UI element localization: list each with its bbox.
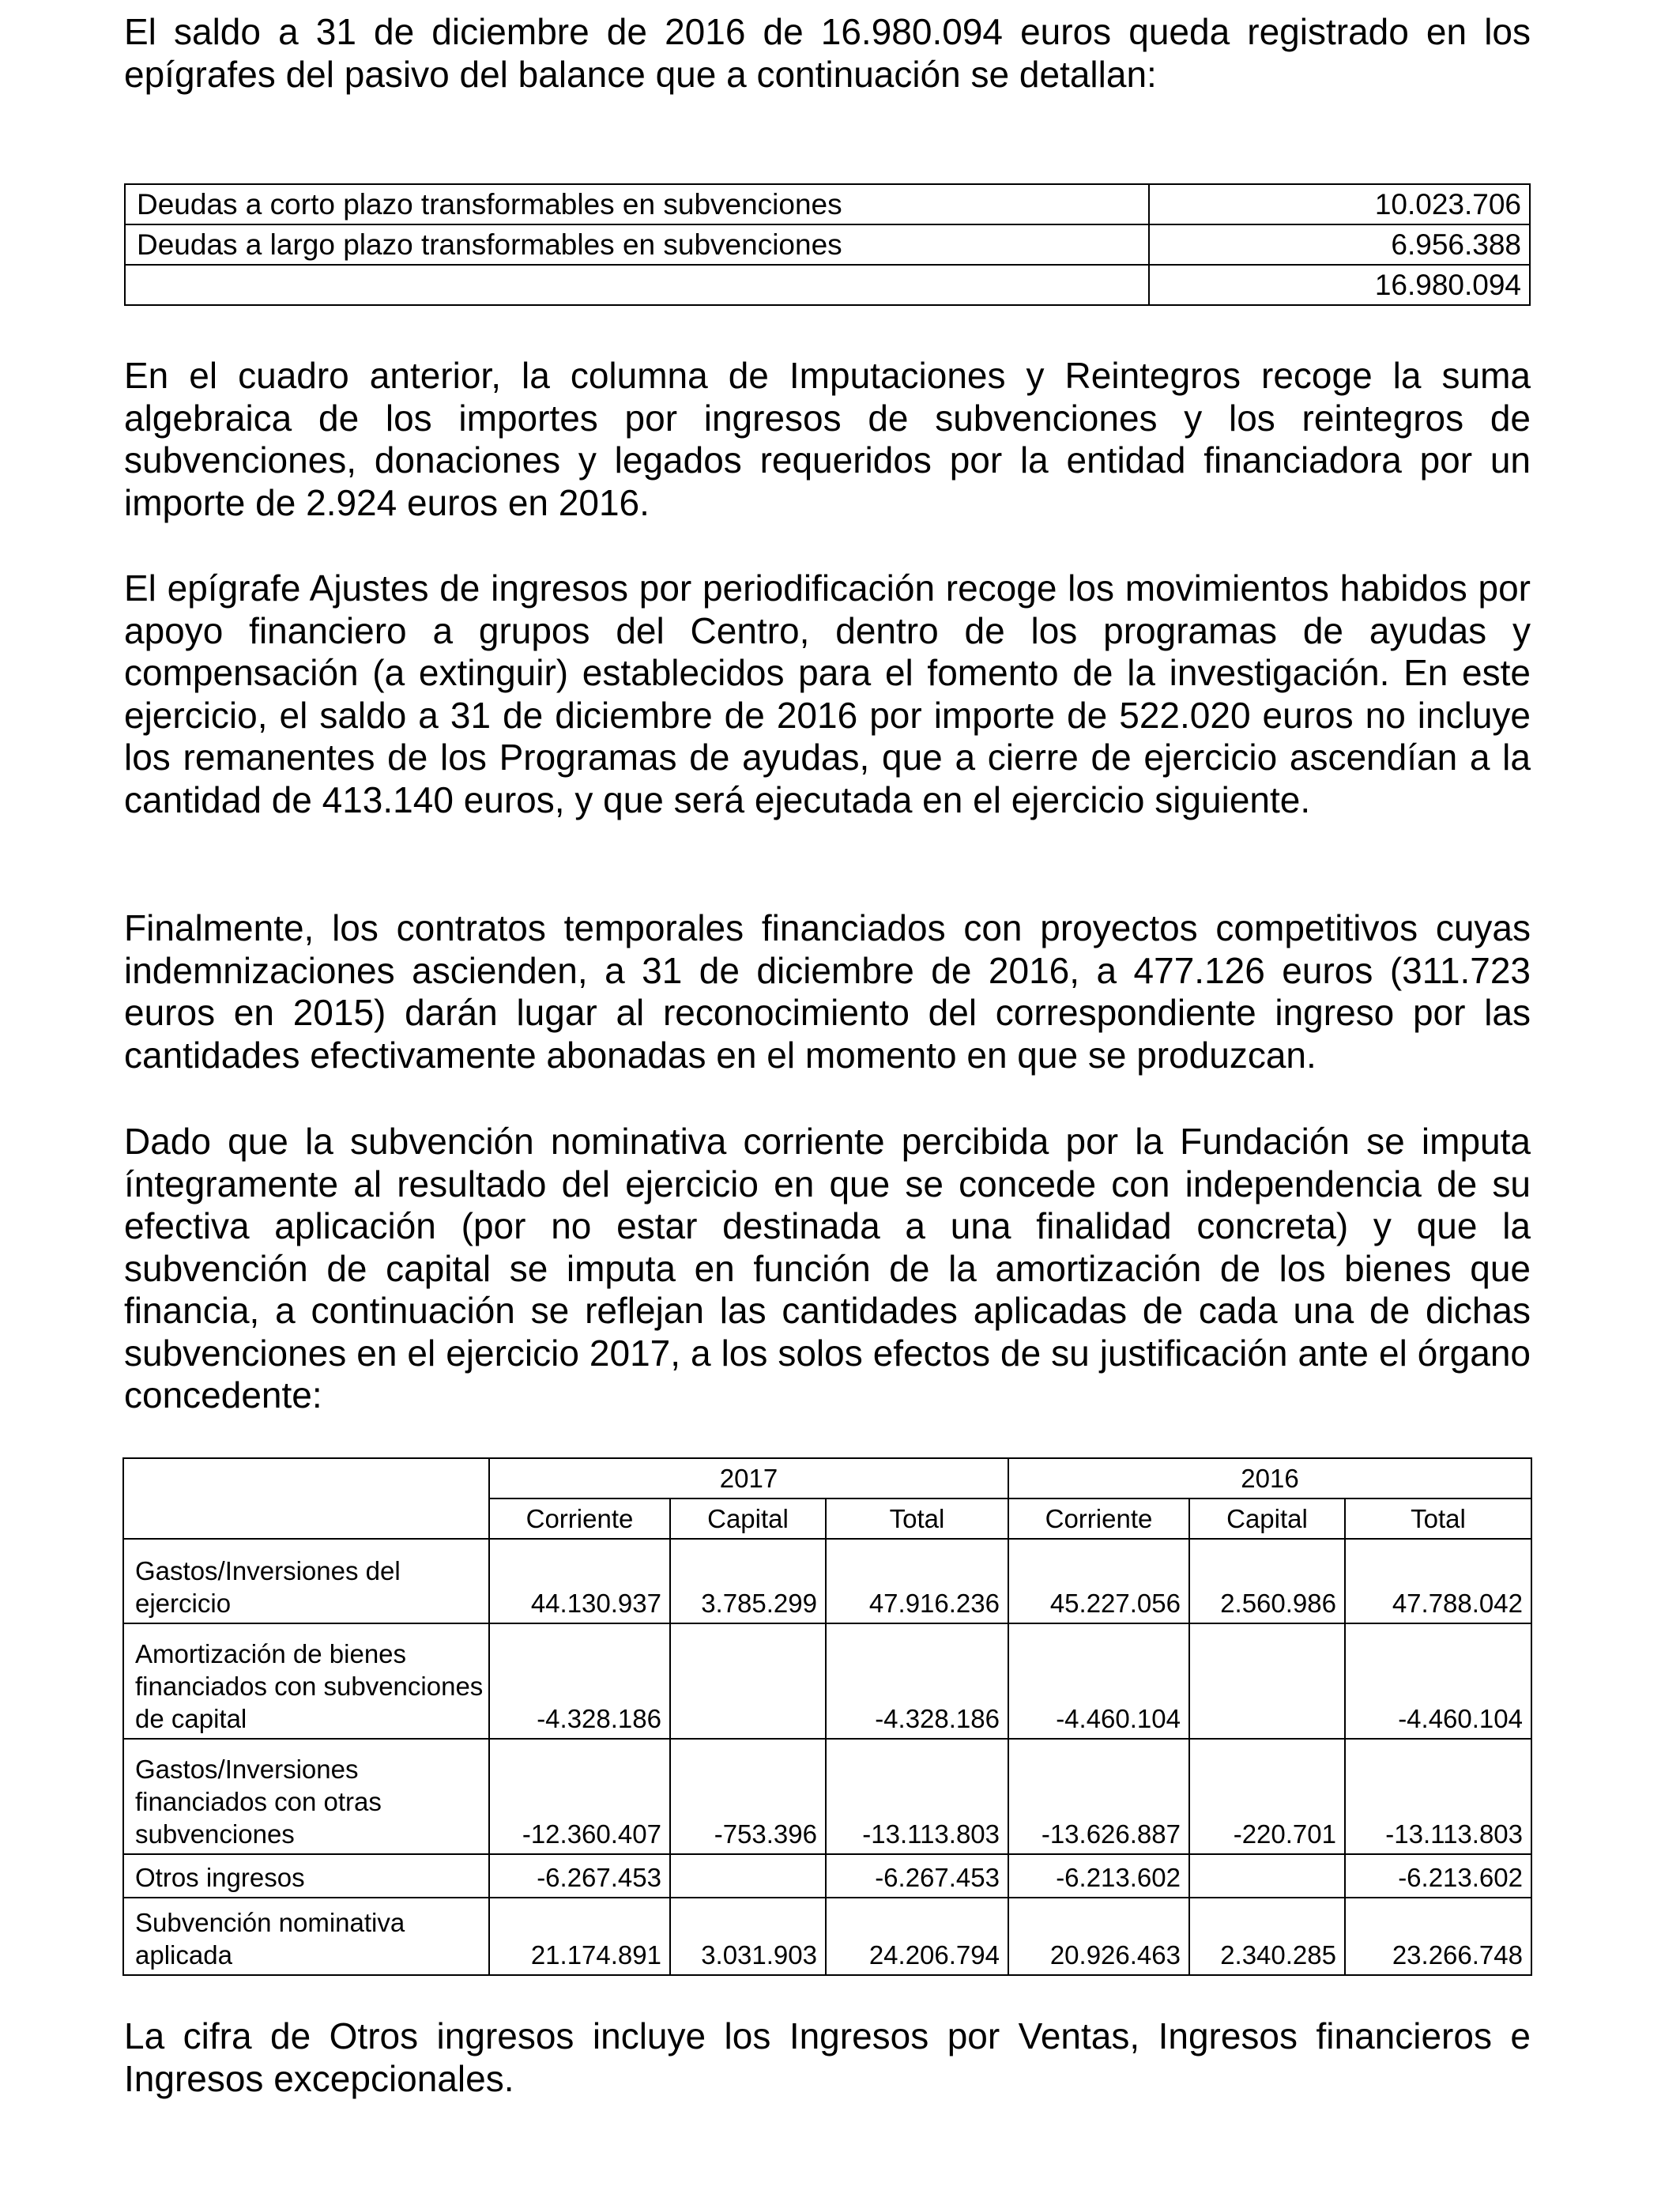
table-cell: -4.460.104 [1345, 1623, 1531, 1739]
table-cell: -4.460.104 [1008, 1623, 1189, 1739]
table-header-cell: Corriente [1008, 1498, 1189, 1539]
table-header-cell: Corriente [489, 1498, 670, 1539]
table-header-cell: Total [826, 1498, 1008, 1539]
table-cell: -6.267.453 [826, 1854, 1008, 1898]
table-row [123, 1539, 1531, 1623]
paragraph-saldo: El saldo a 31 de diciembre de 2016 de 16.980.094 euros queda registrado en los epígrafes del pasivo del balance que a continuación se detallan: [124, 11, 1531, 95]
table-row-label: Amortización de bienes financiados con subvenciones de capital [123, 1623, 489, 1739]
table-row [125, 224, 1530, 265]
paragraph-imputaciones: En el cuadro anterior, la columna de Imputaciones y Reintegros recoge la suma algebraica de los importes por ingresos de subvenciones y los reintegros de subvenciones, donaciones y legados requeridos por la entidad financiadora por un importe de 2.924 euros en 2016. [124, 355, 1531, 523]
table-header-years [123, 1458, 1531, 1498]
table-cell: -753.396 [670, 1739, 826, 1854]
table-header-year: 2017 [489, 1458, 1008, 1498]
table-row-total [125, 265, 1530, 305]
table-cell [670, 1623, 826, 1739]
table-cell: 44.130.937 [489, 1539, 670, 1623]
table-cell: 20.926.463 [1008, 1898, 1189, 1975]
table-cell: -220.701 [1189, 1739, 1345, 1854]
table-cell [1189, 1623, 1345, 1739]
table-cell: 45.227.056 [1008, 1539, 1189, 1623]
table-header-year: 2016 [1008, 1458, 1531, 1498]
table-row-label: Otros ingresos [123, 1854, 489, 1898]
table-cell: -13.626.887 [1008, 1739, 1189, 1854]
paragraph-subvencion: Dado que la subvención nominativa corriente percibida por la Fundación se imputa íntegramente al resultado del ejercicio en que se concede con independencia de su efectiva aplicación (por no estar destinada a una finalidad concreta) y que la subvención de capital se imputa en función de la amortización de los bienes que financia, a continuación se reflejan las cantidades aplicadas de cada una de dichas subvenciones en el ejercicio 2017, a los solos efectos de su justificación ante el órgano concedente: [124, 1121, 1531, 1416]
table-cell: -4.328.186 [489, 1623, 670, 1739]
table-cell: 3.785.299 [670, 1539, 826, 1623]
table-cell-value: 6.956.388 [1149, 224, 1530, 265]
table-cell: 2.340.285 [1189, 1898, 1345, 1975]
table-cell: 47.788.042 [1345, 1539, 1531, 1623]
table-row [123, 1898, 1531, 1975]
table-cell: -6.213.602 [1345, 1854, 1531, 1898]
table-cell-label [125, 265, 1149, 305]
paragraph-contratos: Finalmente, los contratos temporales financiados con proyectos competitivos cuyas indemnizaciones ascienden, a 31 de diciembre de 2016, a 477.126 euros (311.723 euros en 2015) darán lugar al reconocimiento del correspondiente ingreso por las cantidades efectivamente abonadas en el momento en que se produzcan. [124, 907, 1531, 1076]
pasivo-table [124, 183, 1531, 306]
table-header-cell: Capital [1189, 1498, 1345, 1539]
table-cell: 2.560.986 [1189, 1539, 1345, 1623]
table-row-label: Gastos/Inversiones financiados con otras subvenciones [123, 1739, 489, 1854]
table-cell-label: Deudas a corto plazo transformables en subvenciones [125, 184, 1149, 224]
table-cell-value: 10.023.706 [1149, 184, 1530, 224]
table-cell: -13.113.803 [1345, 1739, 1531, 1854]
table-cell-label: Deudas a largo plazo transformables en subvenciones [125, 224, 1149, 265]
table-cell: -6.213.602 [1008, 1854, 1189, 1898]
table-row-label: Subvención nominativa aplicada [123, 1898, 489, 1975]
paragraph-otros-ingresos: La cifra de Otros ingresos incluye los Ingresos por Ventas, Ingresos financieros e Ingresos excepcionales. [124, 2015, 1531, 2099]
table-cell: -13.113.803 [826, 1739, 1008, 1854]
table-row [123, 1854, 1531, 1898]
table-header-cell: Total [1345, 1498, 1531, 1539]
table-header-cell: Capital [670, 1498, 826, 1539]
subvenciones-table [122, 1457, 1532, 1976]
table-cell [670, 1854, 826, 1898]
table-cell: 21.174.891 [489, 1898, 670, 1975]
table-header-empty [123, 1458, 489, 1539]
table-cell: -12.360.407 [489, 1739, 670, 1854]
table-cell [1189, 1854, 1345, 1898]
table-row-label: Gastos/Inversiones del ejercicio [123, 1539, 489, 1623]
table-row [123, 1739, 1531, 1854]
table-cell: -4.328.186 [826, 1623, 1008, 1739]
table-row [125, 184, 1530, 224]
table-cell: 23.266.748 [1345, 1898, 1531, 1975]
paragraph-ajustes: El epígrafe Ajustes de ingresos por periodificación recoge los movimientos habidos por apoyo financiero a grupos del Centro, dentro de los programas de ayudas y compensación (a extinguir) establecidos para el fomento de la investigación. En este ejercicio, el saldo a 31 de diciembre de 2016 por importe de 522.020 euros no incluye los remanentes de los Programas de ayudas, que a cierre de ejercicio ascendían a la cantidad de 413.140 euros, y que será ejecutada en el ejercicio siguiente. [124, 567, 1531, 820]
table-cell: 3.031.903 [670, 1898, 826, 1975]
table-cell: 47.916.236 [826, 1539, 1008, 1623]
table-cell-total: 16.980.094 [1149, 265, 1530, 305]
table-row [123, 1623, 1531, 1739]
table-cell: -6.267.453 [489, 1854, 670, 1898]
table-cell: 24.206.794 [826, 1898, 1008, 1975]
